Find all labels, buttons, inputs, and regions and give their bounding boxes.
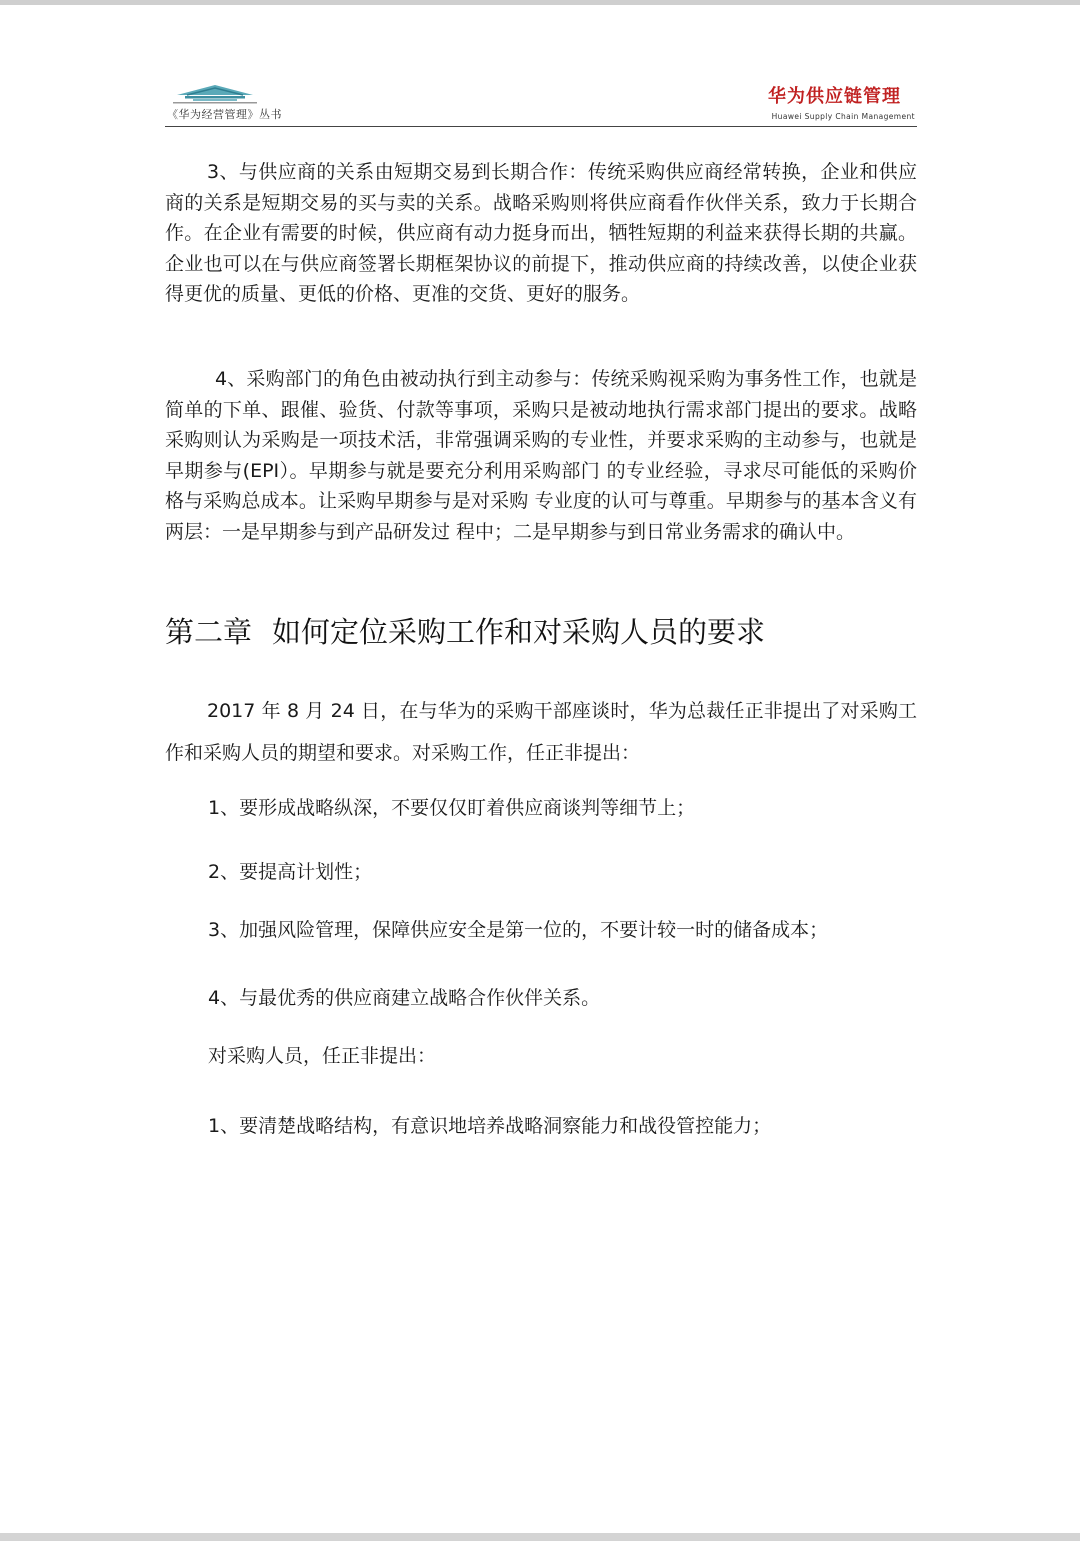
list-item: 1、要清楚战略结构，有意识地培养战略洞察能力和战役管控能力； xyxy=(208,1115,772,1137)
paragraph-supplier-relationship: 3、与供应商的关系由短期交易到长期合作：传统采购供应商经常转换，企业和供应商的关系是短期交易的买与卖的关系。战略采购则将供应商看作伙伴关系，致力于长期合作。在企业有需要的时候，供应商有动力挺身而出，牺牲短期的利益来获得长期的共赢。企业也可以在与供应商签署长期框架协议的前提下，推动供应商的持续改善，以使企业获得更优的质量、更低的价格、更准的交货、更好的服务。 xyxy=(165,161,917,306)
staff-intro: 对采购人员，任正非提出： xyxy=(208,1045,437,1067)
chapter-number: 第二章 xyxy=(165,615,253,649)
brand-title-cn: 华为供应链管理 xyxy=(768,86,901,107)
page-bottom-edge xyxy=(0,1533,1080,1541)
list-item: 3、加强风险管理，保障供应安全是第一位的，不要计较一时的储备成本； xyxy=(208,919,829,941)
paragraph-procurement-role: 4、采购部门的角色由被动执行到主动参与：传统采购视采购为事务性工作，也就是简单的下单、跟催、验货、付款等事项，采购只是被动地执行需求部门提出的要求。战略采购则认为采购是一项技术活，非常强调采购的专业性，并要求采购的主动参与，也就是早期参与(EPI）。早期参与就是要充分利用采购部门 的专业经验，寻求尽可能低的采购价格与采购总成本。让采购早期参与是对采购 专业度的认可与尊重。早期参与的基本含义有两层：一是早期参与到产品研发过 程中；二是早期参与到日常业务需求的确认中。 xyxy=(165,368,917,543)
page-top-edge xyxy=(0,0,1080,5)
chapter-heading xyxy=(165,612,765,652)
pavilion-logo-icon xyxy=(173,82,257,104)
series-title: 《华为经营管理》丛书 xyxy=(167,108,282,121)
chapter-title: 如何定位采购工作和对采购人员的要求 xyxy=(272,615,766,649)
list-item: 4、与最优秀的供应商建立战略合作伙伴关系。 xyxy=(208,987,601,1009)
list-item: 1、要形成战略纵深，不要仅仅盯着供应商谈判等细节上； xyxy=(208,797,696,819)
page-header xyxy=(165,80,917,130)
header-divider xyxy=(165,126,917,127)
paragraph-intro: 2017 年 8 月 24 日，在与华为的采购干部座谈时，华为总裁任正非提出了对采购工作和采购人员的期望和要求。对采购工作，任正非提出： xyxy=(165,700,917,764)
list-item: 2、要提高计划性； xyxy=(208,861,373,883)
brand-title-en: Huawei Supply Chain Management xyxy=(771,112,915,121)
